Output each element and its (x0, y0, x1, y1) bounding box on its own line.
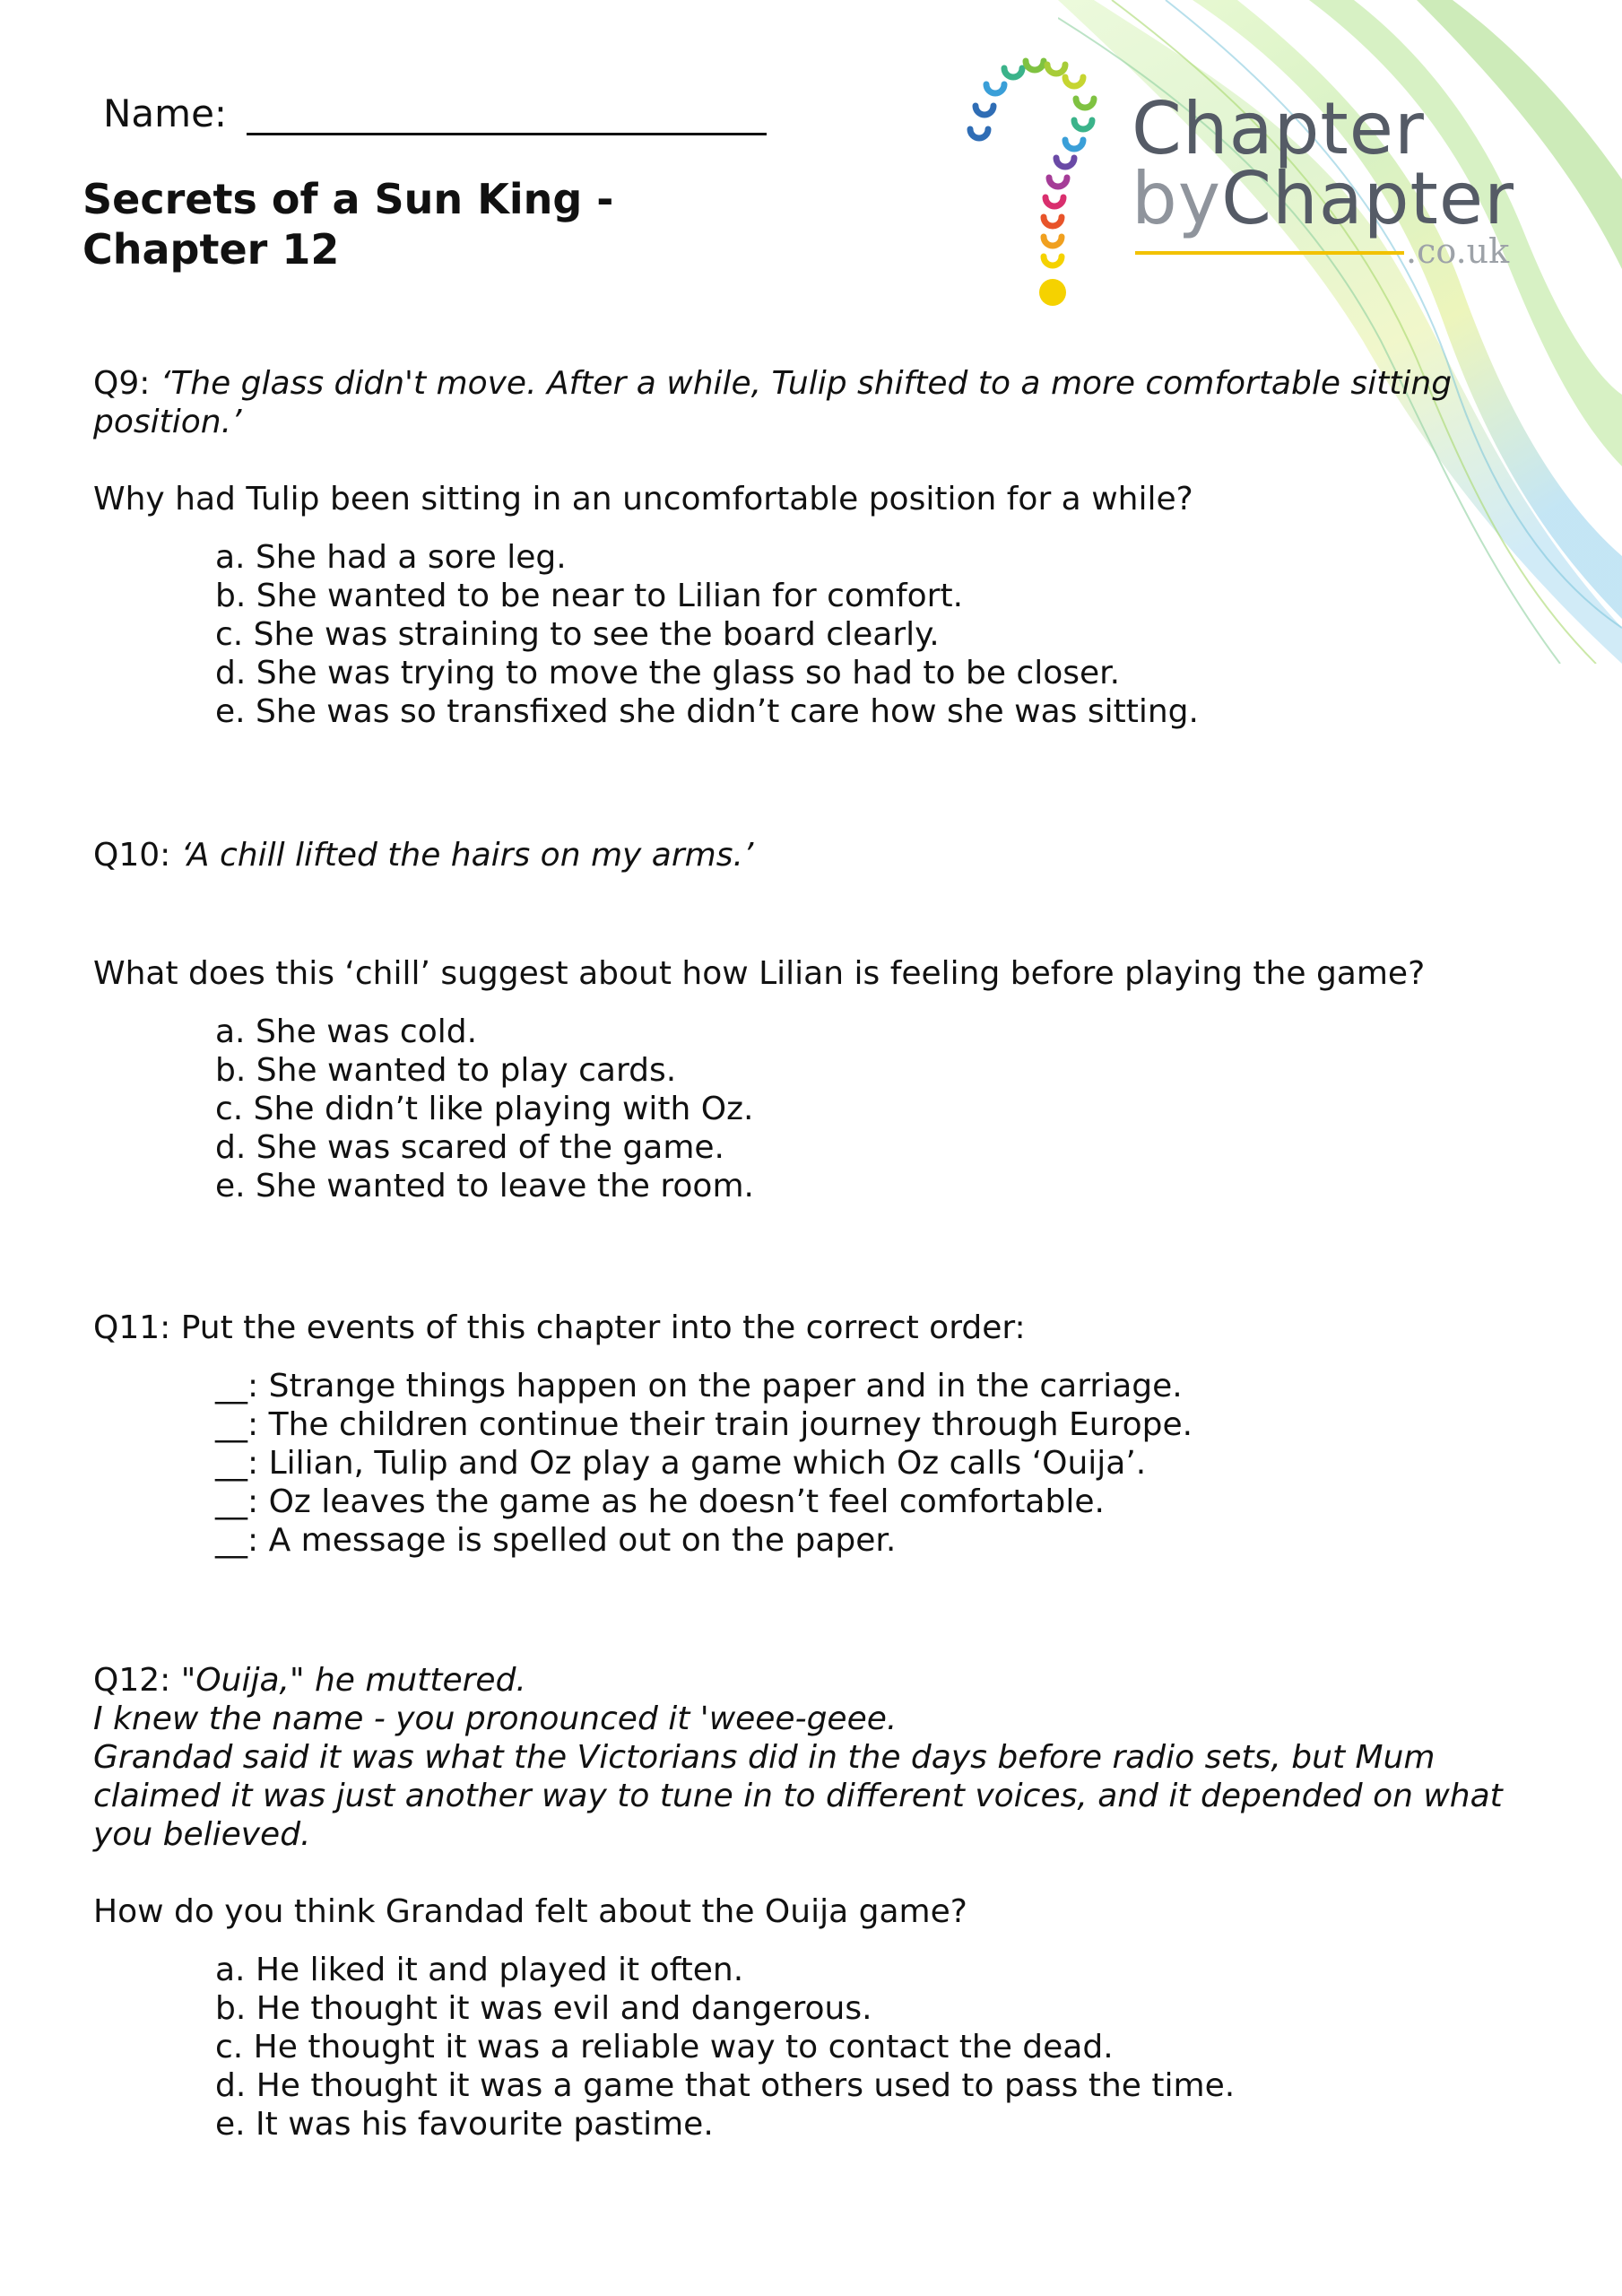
q10-option-b[interactable]: b. She wanted to play cards. (215, 1052, 677, 1089)
name-write-line[interactable] (247, 93, 767, 135)
name-label: Name: (103, 91, 228, 135)
q12-option-a[interactable]: a. He liked it and played it often. (215, 1952, 744, 1988)
q11-blank-5[interactable]: __: (215, 1522, 259, 1559)
q12-quote-2: I knew the name - you pronounced it 'weee-geee. (93, 1700, 898, 1737)
q9-option-d[interactable]: d. She was trying to move the glass so had to be closer. (215, 655, 1121, 691)
q10-quote: ‘A chill lifted the hairs on my arms.’ (180, 837, 754, 874)
q12-quote-line-1 (93, 1661, 1519, 1700)
logo-word-chapter: Chapter (1132, 87, 1425, 170)
q12-quote-1: "Ouija," he muttered. (180, 1662, 526, 1699)
q11-event-1-text: Strange things happen on the paper and in the carriage. (268, 1368, 1183, 1405)
q12-prompt: How do you think Grandad felt about the Ouija game? (93, 1893, 967, 1930)
q11-blank-2[interactable]: __: (215, 1406, 259, 1443)
q9-option-a[interactable]: a. She had a sore leg. (215, 539, 567, 576)
q12-options (93, 1951, 1528, 2144)
q10-option-e[interactable]: e. She wanted to leave the room. (215, 1168, 754, 1205)
q10-option-a[interactable]: a. She was cold. (215, 1013, 478, 1050)
q9-label: Q9: (93, 365, 151, 402)
q11-event-3[interactable] (215, 1444, 1528, 1483)
q11-event-2-text: The children continue their train journey through Europe. (268, 1406, 1193, 1443)
q10-option-d[interactable]: d. She was scared of the game. (215, 1129, 725, 1166)
q11-event-4[interactable] (215, 1483, 1528, 1521)
question-q12-prompt-block (93, 1892, 1528, 2144)
q12-option-c[interactable]: c. He thought it was a reliable way to contact the dead. (215, 2029, 1114, 2066)
q10-prompt: What does this ‘chill’ suggest about how Lilian is feeling before playing the game? (93, 955, 1426, 992)
logo-underline (1135, 251, 1404, 255)
chapter-by-chapter-logo-mark (959, 52, 1121, 312)
logo-word-chapter-2: Chapter (1221, 157, 1514, 240)
q12-label: Q12: (93, 1662, 171, 1699)
q12-quote-3: Grandad said it was what the Victorians did in the days before radio sets, but Mum claimed it was just another way to tune in to different voices, and it depended on what you believed. (93, 1739, 1503, 1853)
logo-word-by: by (1132, 157, 1222, 240)
q11-event-2[interactable] (215, 1405, 1528, 1444)
chapter-by-chapter-logo-text (1132, 83, 1544, 280)
q9-options (93, 538, 1528, 731)
question-q10 (93, 836, 1528, 874)
q9-option-e[interactable]: e. She was so transfixed she didn’t care how she was sitting. (215, 693, 1199, 730)
q11-events (93, 1367, 1528, 1560)
page-title: Secrets of a Sun King - Chapter 12 (82, 175, 614, 274)
q12-option-e[interactable]: e. It was his favourite pastime. (215, 2106, 714, 2143)
q9-option-b[interactable]: b. She wanted to be near to Lilian for comfort. (215, 578, 964, 614)
question-q11 (93, 1309, 1528, 1560)
q11-event-4-text: Oz leaves the game as he doesn’t feel comfortable. (268, 1483, 1105, 1520)
name-field-row (103, 91, 767, 135)
q11-event-3-text: Lilian, Tulip and Oz play a game which Oz calls ‘Ouija’. (268, 1445, 1147, 1482)
q9-prompt: Why had Tulip been sitting in an uncomfortable position for a while? (93, 481, 1193, 517)
q11-blank-3[interactable]: __: (215, 1445, 259, 1482)
question-q9-prompt-block (93, 480, 1528, 731)
logo-word-bychapter (1132, 157, 1514, 240)
q9-quote-line (93, 364, 1528, 441)
q10-quote-line (93, 836, 1528, 874)
q9-quote: ‘The glass didn't move. After a while, Tulip shifted to a more comfortable sitting position.’ (93, 365, 1453, 440)
q11-prompt: Put the events of this chapter into the correct order: (180, 1309, 1026, 1346)
logo-domain: .co.uk (1406, 231, 1510, 271)
q11-blank-1[interactable]: __: (215, 1368, 259, 1405)
q10-option-c[interactable]: c. She didn’t like playing with Oz. (215, 1091, 754, 1127)
q10-label: Q10: (93, 837, 171, 874)
q9-option-c[interactable]: c. She was straining to see the board clearly. (215, 616, 940, 653)
q11-event-1[interactable] (215, 1367, 1528, 1405)
question-q9 (93, 364, 1528, 441)
q11-label: Q11: (93, 1309, 171, 1346)
q11-prompt-line (93, 1309, 1528, 1347)
q10-options (93, 1013, 1528, 1205)
q12-option-b[interactable]: b. He thought it was evil and dangerous. (215, 1990, 872, 2027)
question-q12 (93, 1661, 1519, 1854)
q11-blank-4[interactable]: __: (215, 1483, 259, 1520)
q12-option-d[interactable]: d. He thought it was a game that others used to pass the time. (215, 2067, 1236, 2104)
q11-event-5[interactable] (215, 1521, 1528, 1560)
question-q10-prompt-block (93, 954, 1528, 1205)
q11-event-5-text: A message is spelled out on the paper. (268, 1522, 897, 1559)
